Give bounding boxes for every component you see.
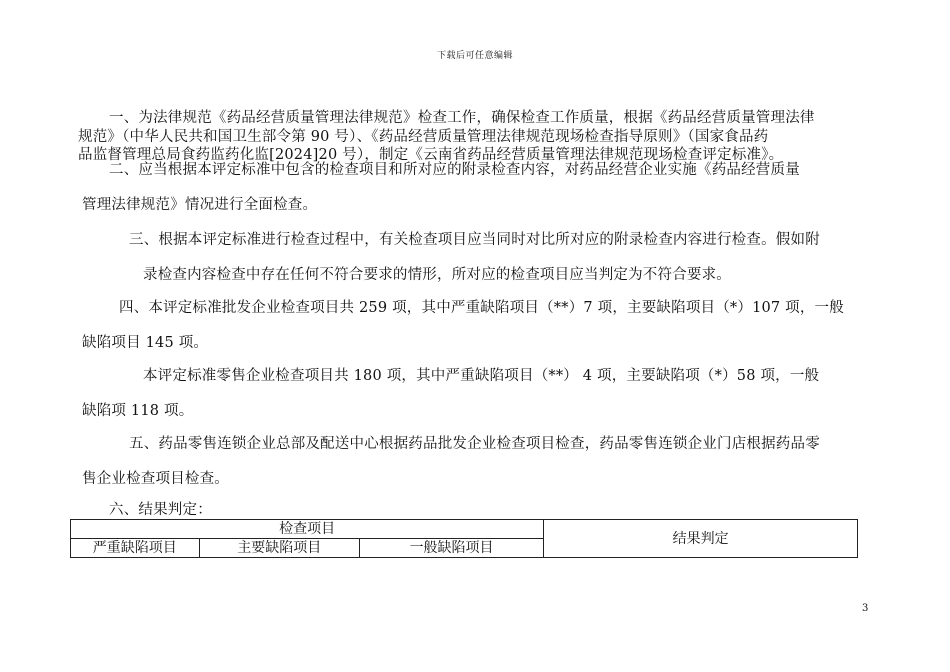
paragraph-7-line-1: 六、结果判定： xyxy=(109,502,212,518)
paragraph-4 xyxy=(82,298,870,353)
paragraph-5-line-1: 本评定标准零售企业检查项目共 180 项，其中严重缺陷项目（**） 4 项，主要缺陷项（*）58 项，一般 xyxy=(143,368,820,384)
page-header: 下载后可任意编辑 xyxy=(436,51,513,61)
paragraph-1 xyxy=(78,108,870,164)
result-judgement-table xyxy=(70,519,858,558)
paragraph-2-line-2: 管理法律规范》情况进行全面检查。 xyxy=(82,197,318,213)
paragraph-6-line-1: 五、药品零售连锁企业总部及配送中心根据药品批发企业检查项目检查，药品零售连锁企业门店根据药品零 xyxy=(129,436,820,452)
inspection-items-header: 检查项目 xyxy=(71,520,544,539)
paragraph-4-line-2: 缺陷项目 145 项。 xyxy=(82,335,209,351)
paragraph-3 xyxy=(82,230,870,285)
paragraph-3-line-1: 三、根据本评定标准进行检查过程中，有关检查项目应当同时对比所对应的附录检查内容进行检查。假如附 xyxy=(129,232,820,248)
paragraph-1-line-2: 规范》（中华人民共和国卫生部令第 90 号）、《药品经营质量管理法律规范现场检查指导原则》（国家食品药 xyxy=(78,129,769,145)
paragraph-1-line-1: 一、为法律规范《药品经营质量管理法律规范》检查工作，确保检查工作质量，根据《药品经营质量管理法律 xyxy=(109,110,815,126)
paragraph-3-line-2: 录检查内容检查中存在任何不符合要求的情形，所对应的检查项目应当判定为不符合要求。 xyxy=(143,267,731,283)
paragraph-7 xyxy=(82,500,870,520)
paragraph-6-line-2: 售企业检查项目检查。 xyxy=(82,471,229,487)
paragraph-5-line-2: 缺陷项 118 项。 xyxy=(82,403,194,419)
column-serious-defect: 严重缺陷项目 xyxy=(71,539,200,558)
result-judgement-header: 结果判定 xyxy=(544,520,858,558)
paragraph-2 xyxy=(82,160,870,215)
column-major-defect: 主要缺陷项目 xyxy=(199,539,359,558)
paragraph-5 xyxy=(82,366,870,421)
paragraph-4-line-1: 四、本评定标准批发企业检查项目共 259 项，其中严重缺陷项目（**）7 项，主要缺陷项目（*）107 项，一般 xyxy=(119,300,844,316)
page-number: 3 xyxy=(862,603,869,614)
paragraph-6 xyxy=(82,434,870,489)
column-general-defect: 一般缺陷项目 xyxy=(359,539,543,558)
paragraph-1-line-3: 品监督管理总局食药监药化监[2024]20 号），制定《云南省药品经营质量管理法律规范现场检查评定标准》。 xyxy=(78,147,784,163)
paragraph-2-line-1: 二、应当根据本评定标准中包含的检查项目和所对应的附录检查内容，对药品经营企业实施《药品经营质量 xyxy=(109,162,800,178)
